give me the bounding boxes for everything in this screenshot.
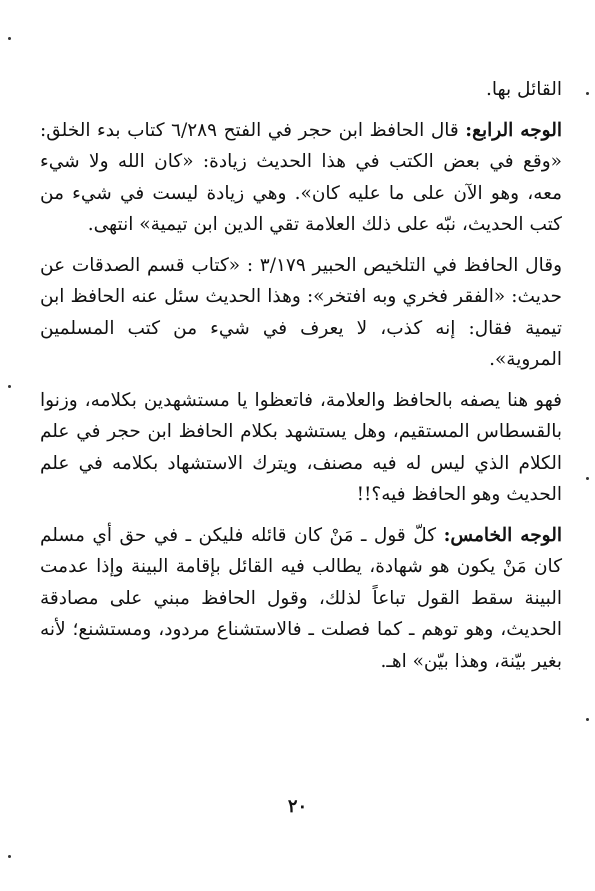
- margin-dot: [8, 37, 11, 40]
- margin-dot: [8, 385, 11, 388]
- page-body: [40, 74, 562, 677]
- paragraph-4-text: فهو هنا يصفه بالحافظ والعلامة، فاتعظوا يا مستشهدين بكلامه، وزنوا بالقسطاس المستقيم، وهل يستشهد بكلام الحافظ ابن حجر في علم الكلام الذي ليس له فيه مصنف، ويترك الاستشهاد بكلامه في علم الحديث وهو الحافظ فيه؟!!: [40, 389, 562, 505]
- paragraph-4: [40, 385, 562, 511]
- paragraph-1: [40, 74, 562, 106]
- paragraph-2-lead: الوجه الرابع:: [465, 119, 562, 141]
- paragraph-1-text: القائل بها.: [485, 79, 562, 100]
- paragraph-3-text: وقال الحافظ في التلخيص الحبير ٣/١٧٩ : «كتاب قسم الصدقات عن حديث: «الفقر فخري وبه افتخر»: وهذا الحديث سئل عنه الحافظ ابن تيمية فقال: إنه كذب، لا يعرف في شيء من كتب المسلمين المروية».: [40, 254, 563, 370]
- margin-dot: [586, 718, 589, 721]
- paragraph-2-text: قال الحافظ ابن حجر في الفتح ٦/٢٨٩ كتاب بدء الخلق: «وقع في بعض الكتب في هذا الحديث زيادة: «كان الله ولا شيء معه، وهو الآن على ما عليه كان». وهي زيادة ليست في شيء من كتب الحديث، نبّه على ذلك العلامة تقي الدين ابن تيمية» انتهى.: [40, 119, 562, 235]
- paragraph-3: [40, 250, 562, 376]
- page-number: ٢٠: [287, 796, 308, 817]
- margin-dot: [586, 92, 589, 95]
- paragraph-5-text: كلّ قول ـ مَنْ كان قائله فليكن ـ في حق أي مسلم كان مَنْ يكون هو شهادة، يطالب فيه القائل بإقامة البينة وإذا عدمت البينة سقط القول تباعاً لذلك، وقول الحافظ مبني على مصادقة الحديث، وهو توهم ـ كما فصلت ـ فالاستشناع مردود، ومستشنع؛ لأنه بغير بيّنة، وهذا بيّن» اهـ.: [40, 524, 562, 672]
- margin-dot: [586, 477, 589, 480]
- paragraph-5: [40, 520, 562, 678]
- paragraph-5-lead: الوجه الخامس:: [443, 524, 562, 546]
- paragraph-2: [40, 115, 562, 241]
- margin-dot: [8, 855, 11, 858]
